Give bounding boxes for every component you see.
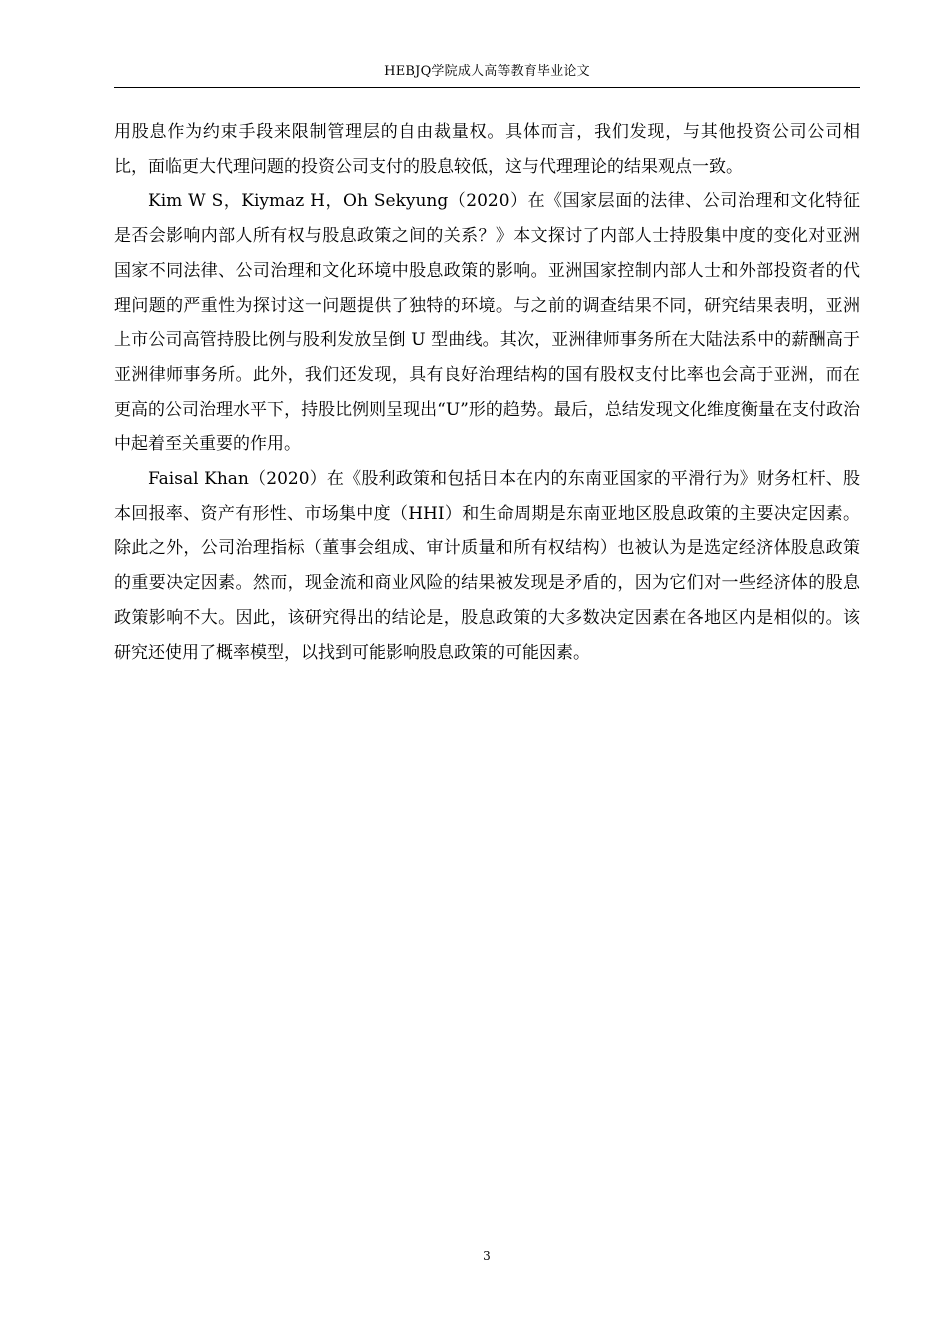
paragraph-khan-2020: Faisal Khan（2020）在《股利政策和包括日本在内的东南亚国家的平滑行为》财务杠杆、股本回报率、资产有形性、市场集中度（HHI）和生命周期是东南亚地区股息政策的主要决定因素。除此之外，公司治理指标（董事会组成、审计质量和所有权结构）也被认为是选定经济体股息政策的重要决定因素。然而，现金流和商业风险的结果被发现是矛盾的，因为它们对一些经济体的股息政策影响不大。因此，该研究得出的结论是，股息政策的大多数决定因素在各地区内是相似的。该研究还使用了概率模型，以找到可能影响股息政策的可能因素。: [114, 469, 860, 663]
body-text: [114, 115, 860, 670]
paragraph-kim-2020: Kim W S，Kiymaz H，Oh Sekyung（2020）在《国家层面的法律、公司治理和文化特征是否会影响内部人所有权与股息政策之间的关系？》本文探讨了内部人士持股集中度的变化对亚洲国家不同法律、公司治理和文化环境中股息政策的影响。亚洲国家控制内部人士和外部投资者的代理问题的严重性为探讨这一问题提供了独特的环境。与之前的调查结果不同，研究结果表明，亚洲上市公司高管持股比例与股利发放呈倒 U 型曲线。其次，亚洲律师事务所在大陆法系中的薪酬高于亚洲律师事务所。此外，我们还发现，具有良好治理结构的国有股权支付比率也会高于亚洲，而在更高的公司治理水平下，持股比例则呈现出“U”形的趋势。最后，总结发现文化维度衡量在支付政治中起着至关重要的作用。: [114, 191, 860, 455]
paragraph-continuation: 用股息作为约束手段来限制管理层的自由裁量权。具体而言，我们发现，与其他投资公司公司相比，面临更大代理问题的投资公司支付的股息较低，这与代理理论的结果观点一致。: [114, 122, 860, 177]
running-header-title: HEBJQ学院成人高等教育毕业论文: [384, 64, 590, 79]
header-divider: [114, 87, 860, 88]
page-number: 3: [483, 1249, 491, 1263]
